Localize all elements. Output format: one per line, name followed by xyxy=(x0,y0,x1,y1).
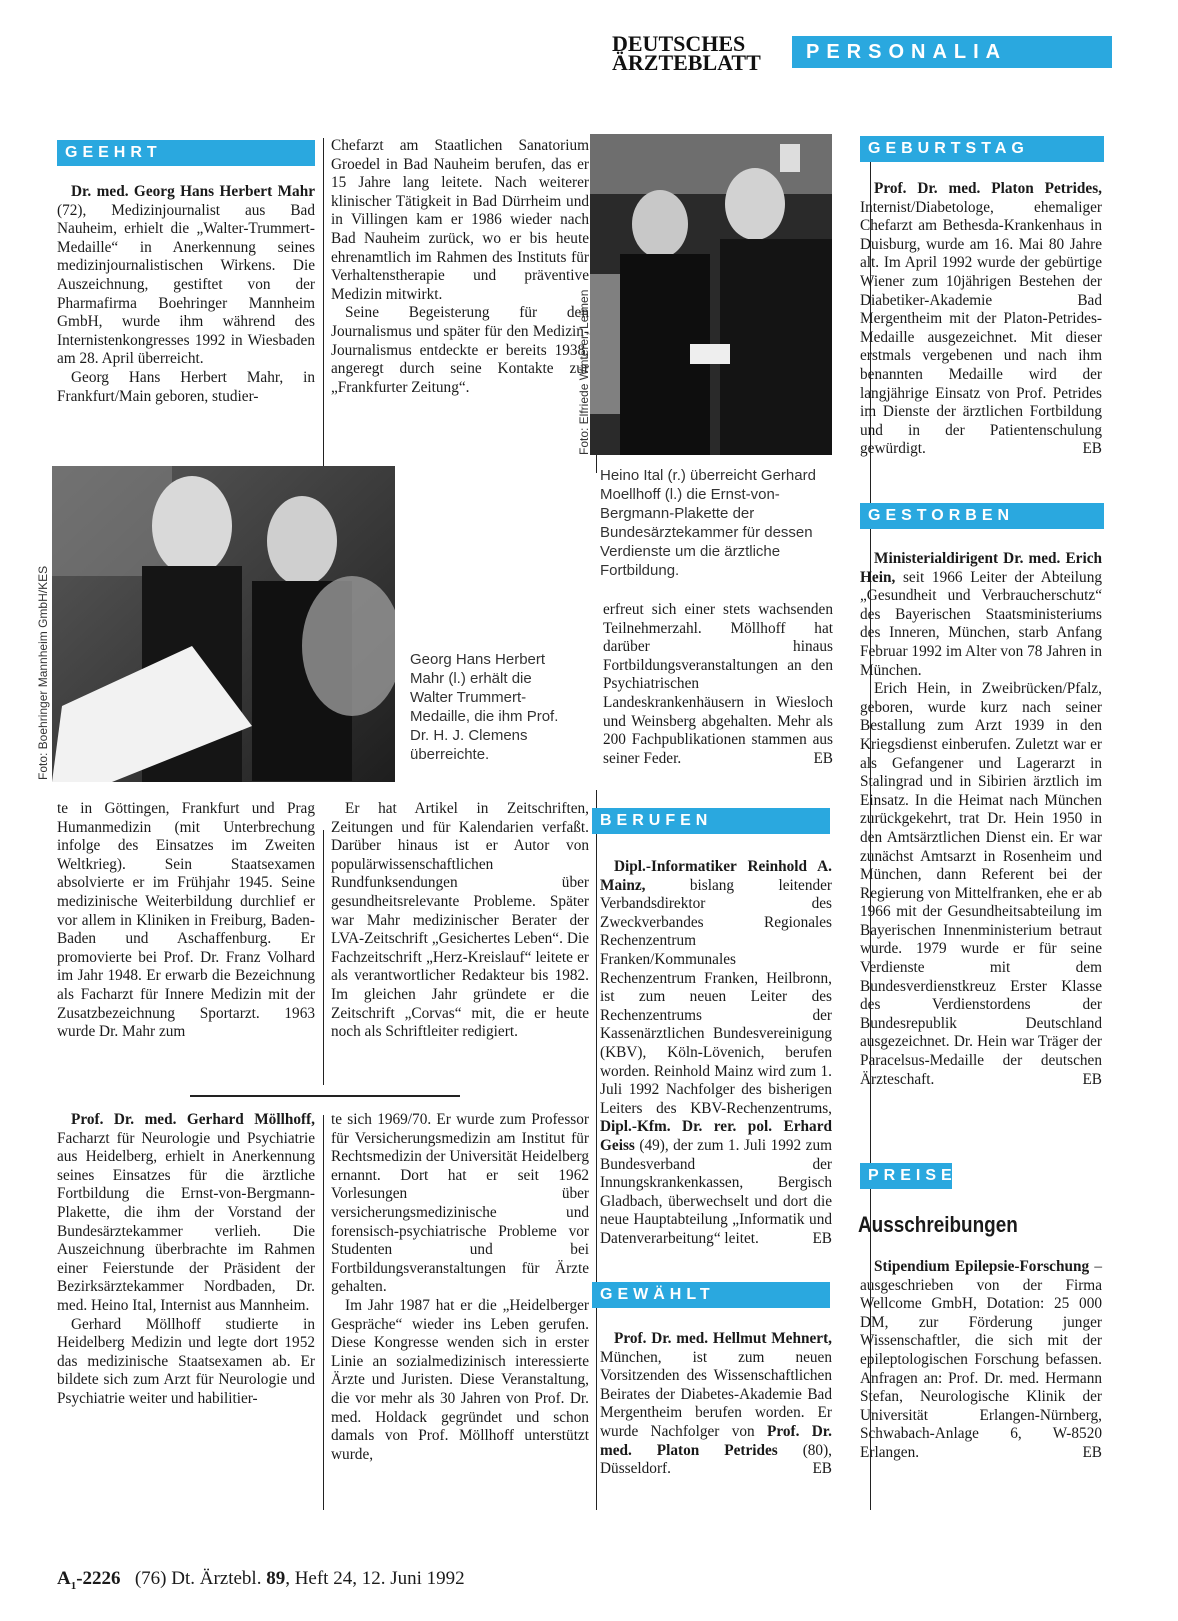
moellhoff-p2: Gerhard Möllhoff studierte in Heidelberg Medizin und legte dort 1952 das medizinische Staatsexamen ab. Er bildete sich zum Arzt für Neurologie und Psychiatrie weiter und habilitier- xyxy=(57,1315,315,1407)
section-header-geburtstag: GEBURTSTAG xyxy=(860,136,1104,162)
moellhoff-text-c xyxy=(603,601,833,768)
section-header-gestorben: GESTORBEN xyxy=(860,503,1104,529)
photo-moellhoff xyxy=(590,134,832,455)
gestorben-sign: EB xyxy=(1082,1070,1102,1088)
moellhoff-p4: Im Jahr 1987 hat er die „Heidelberger Gespräche“ wieder ins Leben gerufen. Diese Kongresse wenden sich in erster Linie an sozialmedizinisch interessierte Ärzte und Juristen. Diese Veranstaltung, die vor mehr als 30 Jahren von Prof. Dr. med. Holdack gegründet und schon damals von Prof. Möllhoff unterstützt wurde, xyxy=(331,1296,589,1463)
moellhoff-text-b xyxy=(331,1111,589,1464)
section-header-gewaehlt: GEWÄHLT xyxy=(592,1282,830,1308)
berufen-p1b: (49), der zum 1. Juli 1992 zum Bundesverband der Innungskrankenkassen, Bergisch Gladbach, überwechselt und dort die neue Hauptabteilung „Informatik und Datenverarbeitung“ leitet. xyxy=(600,1136,832,1247)
mahr-text-b xyxy=(331,137,589,397)
gestorben-text xyxy=(860,550,1102,1089)
mahr-text-c xyxy=(57,800,315,1042)
footer-page-num: -2226 xyxy=(76,1568,121,1589)
geburtstag-name: Prof. Dr. med. Platon Petrides, xyxy=(874,180,1102,197)
mahr-text-a xyxy=(57,183,315,406)
preise-p1: – ausgeschrieben von der Firma Wellcome GmbH, Dotation: 25 000 DM, zur Förderung junger Wissenschaftler, die sich mit der epileptologischen Forschung befassen. Anfragen an: Prof. Dr. med. Hermann Stefan, Neurologische Klinik der Universität Erlangen-Nürnberg, Schwabach-Anlage 6, W-8520 Erlangen. xyxy=(860,1258,1103,1461)
moellhoff-p5: erfreut sich einer stets wachsenden Teilnehmerzahl. Möllhoff hat darüber hinaus Fortbildungsveranstaltungen an den Psychiatrischen Landeskrankenhäusern in Wiesloch und Weinsberg abgehalten. Mehr als 200 Fachpublikationen stammen aus seiner Feder. xyxy=(603,601,833,767)
section-banner: PERSONALIA xyxy=(792,36,1112,68)
photo-mahr-image xyxy=(52,466,395,782)
moellhoff-sign: EB xyxy=(813,749,833,767)
mahr-p4: Seine Begeisterung für den Journalismus und später für den Medizin-Journalismus entdeckte er bereits 1938, angeregt durch seine Kontakte zur „Frankfurter Zeitung“. xyxy=(331,304,589,396)
geburtstag-p1: Internist/Diabetologe, ehemaliger Chefarzt am Bethesda-Krankenhaus in Duisburg, wurde am 16. Mai 80 Jahre alt. Im April 1992 wurde der gebürtige Wiener zum 10jährigen Bestehen der Diabetiker-Akademie Bad Mergentheim mit der Platon-Petrides-Medaille ausgezeichnet. Mit dieser erstmals vergebenen und nach ihm benannten Medaille wird der langjährige Einsatz von Prof. Petrides im Dienste der ärztlichen Fortbildung und in der Patientenschulung gewürdigt. xyxy=(860,198,1102,458)
footer-page: $A_1-2226$ xyxy=(57,1568,121,1592)
gewaehlt-text xyxy=(600,1330,832,1479)
column-divider xyxy=(323,1115,324,1510)
berufen-name: Dipl.-Informatiker Reinhold A. Mainz, xyxy=(600,858,832,894)
mahr-p2: Georg Hans Herbert Mahr, in Frankfurt/Main geboren, studier- xyxy=(57,368,315,405)
berufen-text xyxy=(600,858,832,1248)
column-divider xyxy=(323,138,324,466)
moellhoff-text-a xyxy=(57,1111,315,1409)
moellhoff-name: Prof. Dr. med. Gerhard Möllhoff, xyxy=(71,1111,315,1128)
gestorben-name: Ministerialdirigent Dr. med. Erich Hein, xyxy=(860,550,1102,586)
gewaehlt-name: Prof. Dr. med. Hellmut Mehnert, xyxy=(614,1330,832,1347)
photo-mahr xyxy=(52,466,395,782)
mahr-text-d xyxy=(331,800,589,1042)
publication-line1: DEUTSCHES xyxy=(612,31,746,56)
geburtstag-text xyxy=(860,180,1102,459)
mahr-p3: Chefarzt am Staatlichen Sanatorium Groedel in Bad Nauheim berufen, das er 15 Jahre lang leitete. Nach weiterer klinischer Tätigkeit in Bad Dürrheim und in Villingen kam er 1986 wieder nach Bad Nauheim zurück, wo er bis heute ehrenamtlich im Rahmen des Instituts für Verhaltenstherapie und präventive Medizin mitwirkt. xyxy=(331,137,589,303)
mahr-p5: te in Göttingen, Frankfurt und Prag Humanmedizin (mit Unterbrechung infolge des Einsatzes im Zweiten Weltkrieg). Sein Staatsexamen absolvierte er im Frühjahr 1945. Seine medizinische Weiterbildung durchlief er vor allem in Kliniken in Freiburg, Baden-Baden und Aschaffenburg. Er promovierte bei Prof. Dr. Franz Volhard im Jahr 1948. Er erwarb die Bezeichnung als Facharzt für Innere Medizin mit der Zusatzbezeichnung Sportarzt. 1963 wurde Dr. Mahr zum xyxy=(57,800,315,1041)
footer-page-sub: 1 xyxy=(70,1579,77,1592)
publication-line2: ÄRZTEBLATT xyxy=(612,50,761,75)
section-header-berufen: BERUFEN xyxy=(592,808,830,834)
column-divider xyxy=(323,830,324,1085)
geburtstag-sign: EB xyxy=(1082,440,1102,458)
photo-moellhoff-credit: Foto: Elfriede Winterer, Leimen xyxy=(577,289,591,455)
footer-volume: 89 xyxy=(266,1568,286,1589)
mahr-name: Dr. med. Georg Hans Herbert Mahr xyxy=(71,183,315,200)
moellhoff-p3: te sich 1969/70. Er wurde zum Professor für Versicherungsmedizin am Institut für Rechtsmedizin der Universität Heidelberg ernannt. Dort hat er seit 1962 Vorlesungen über versicherungsmedizinische und forensisch-psychiatrische Probleme vor Studenten und bei Fortbildungsveranstaltungen für Ärzte gehalten. xyxy=(331,1111,589,1296)
preise-name: Stipendium Epilepsie-Forschung xyxy=(874,1258,1090,1275)
mahr-p6: Er hat Artikel in Zeitschriften, Zeitungen und für Kalendarien verfaßt. Darüber hinaus ist er Autor von populärwissenschaftlichen Rundfunksendungen über gesundheitsrelevante Probleme. Später war Mahr medizinischer Berater der LVA-Zeitschrift „Gesichertes Leben“. Die Fachzeitschrift „Herz-Kreislauf“ leitete er als verantwortlicher Redakteur bis 1982. Im gleichen Jahr gründete er die Zeitschrift „Corvas“ mit, die er heute noch als Schriftleiter redigiert. xyxy=(331,800,589,1041)
section-header-geehrt: GEEHRT xyxy=(57,140,315,166)
preise-heading: Ausschreibungen xyxy=(858,1212,1018,1237)
footer xyxy=(57,1568,465,1592)
footer-rest-b: , Heft 24, 12. Juni 1992 xyxy=(285,1568,465,1589)
photo-moellhoff-image xyxy=(590,134,832,455)
berufen-sign: EB xyxy=(812,1229,832,1247)
gestorben-p2: Erich Hein, in Zweibrücken/Pfalz, geboren, wurde kurz nach seiner Bestallung zum Arzt 1939 in den Kriegsdienst einberufen. Zuletzt war er als Gefangener und Lagerarzt in Stalingrad und in Sibirien ärztlich im Einsatz. In die Heimat nach München zurückgekehrt, trat Dr. Hein 1950 in den Amtsärztlichen Dienst ein. Er war zunächst Amtsarzt in Rosenheim und München, dann Referent bei der Regierung von Mittelfranken, ehe er ab 1966 mit der Gesundheitsabteilung im Bayerischen Innenministerium betraut wurde. 1979 wurde er für seine Verdienste mit dem Bundesverdienstkreuz Erster Klasse des Verdienstordens der Bundesrepublik Deutschland ausgezeichnet. Dr. Hein war Träger der Paracelsus-Medaille der deutschen Ärzteschaft. xyxy=(860,680,1102,1088)
masthead-logo xyxy=(612,31,782,75)
berufen-name2: Dipl.-Kfm. Dr. rer. pol. Erhard Geiss xyxy=(600,1118,832,1154)
gewaehlt-name2: Prof. Dr. med. Platon Petrides xyxy=(600,1422,832,1459)
section-header-preise: PREISE xyxy=(860,1163,952,1189)
gewaehlt-p1a: München, ist zum neuen Vorsitzenden des Wissenschaftlichen Beirates der Diabetes-Akademie Bad Mergentheim berufen worden. Er wurde Nachfolger von xyxy=(600,1348,832,1440)
gewaehlt-p1b: (80), Düsseldorf. xyxy=(600,1441,832,1478)
preise-sign: EB xyxy=(1082,1443,1102,1461)
column-divider xyxy=(596,790,597,1510)
gewaehlt-sign: EB xyxy=(812,1460,832,1478)
photo-mahr-caption: Georg Hans Herbert Mahr (l.) erhält die Walter Trummert-Medaille, die ihm Prof. Dr. H. J. Clemens überreichte. xyxy=(410,651,559,763)
moellhoff-p1: Facharzt für Neurologie und Psychiatrie aus Heidelberg, erhielt in Anerkennung seines Einsatzes für die ärztliche Fortbildung die Ernst-von-Bergmann-Plakette, die ihm der Vorstand der Bundesärztekammer verlieh. Die Auszeichnung überbrachte im Rahmen einer Feierstunde der Präsident der Bezirksärztekammer Nordbaden, Dr. med. Heino Ital, Internist aus Mannheim. xyxy=(57,1129,315,1314)
gestorben-p1: seit 1966 Leiter der Abteilung „Gesundheit und Verbraucherschutz“ des Bayerischen Staatsministeriums des Inneren, München, starb Anfang Februar 1992 im Alter von 78 Jahren in München. xyxy=(860,568,1102,679)
article-separator xyxy=(190,1095,460,1097)
photo-moellhoff-caption: Heino Ital (r.) überreicht Gerhard Moellhoff (l.) die Ernst-von-Bergmann-Plakette der Bundesärztekammer für dessen Verdienste um die ärztliche Fortbildung. xyxy=(600,467,816,579)
mahr-p1: (72), Medizinjournalist aus Bad Nauheim, erhielt die „Walter-Trummert-Medaille“ in Anerkennung seines medizinjournalistischen Wirkens. Die Auszeichnung, gestiftet von der Pharmafirma Boehringer Mannheim GmbH, wurde ihm während des Internistenkongresses 1992 in Wiesbaden am 28. April überreicht. xyxy=(57,201,315,368)
preise-text xyxy=(860,1258,1102,1463)
footer-rest-a: (76) Dt. Ärztebl. xyxy=(134,1568,262,1589)
berufen-p1a: bislang leitender Verbandsdirektor des Zweckverbandes Regionales Rechenzentrum Franken/Kommunales Rechenzentrum Franken, Heilbronn, ist zum neuen Leiter des Rechenzentrums der Kassenärztlichen Bundesvereinigung (KBV), Köln-Lövenich, berufen worden. Reinhold Mainz wird zum 1. Juli 1992 Nachfolger des bisherigen Leiters des KBV-Rechenzentrums, xyxy=(600,876,832,1117)
photo-mahr-credit: Foto: Boehringer Mannheim GmbH/KES xyxy=(36,565,50,780)
